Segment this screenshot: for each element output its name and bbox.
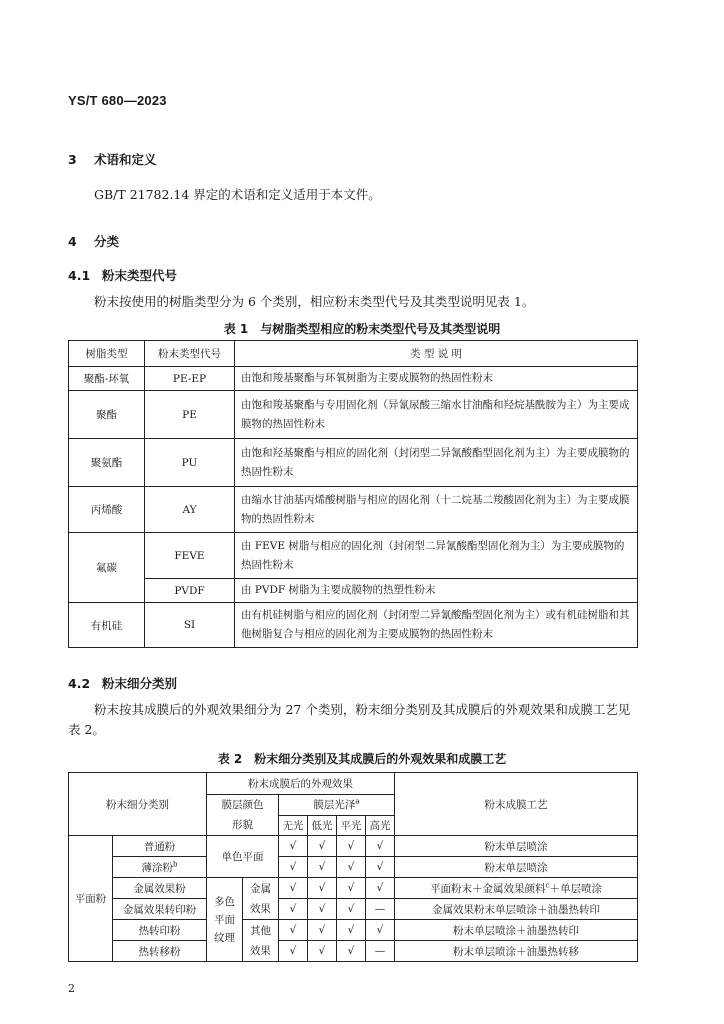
header-desc: 类 型 说 明 (235, 341, 638, 367)
header-gloss (279, 795, 395, 816)
group-cell: 平面粉 (69, 836, 113, 962)
table-2-caption: 表 2 粉末细分类别及其成膜后的外观效果和成膜工艺 (217, 752, 507, 766)
section-number: 4.1 (68, 268, 91, 283)
check-mark: √ (366, 920, 395, 941)
table-row (69, 878, 638, 899)
gloss-level: 无光 (279, 815, 308, 836)
section-4-1-body: 粉末按使用的树脂类型分为 6 个类别，相应粉末类型代号及其类型说明见表 1。 (94, 294, 535, 309)
metal-line-2: 效果 (250, 902, 271, 915)
table-row (69, 603, 638, 648)
process-cell: 粉末单层喷涂＋油墨热转印 (395, 920, 638, 941)
table-header-row (69, 773, 638, 795)
section-title: 粉末细分类别 (102, 676, 178, 691)
category-cell: 普通粉 (113, 836, 207, 857)
metal-effect-cell (243, 878, 279, 920)
footnote-mark: c (545, 881, 550, 889)
category-cell: 金属效果转印粉 (113, 899, 207, 920)
table-row (69, 941, 638, 962)
category-cell: 热转印粉 (113, 920, 207, 941)
check-mark: √ (279, 899, 308, 920)
color-cell: 单色平面 (207, 836, 279, 878)
resin-cell: 丙烯酸 (69, 487, 145, 533)
header-category: 粉末细分类别 (69, 773, 207, 836)
section-4-2-body-line-2: 表 2。 (68, 722, 105, 737)
table-row (69, 487, 638, 533)
check-mark: √ (308, 836, 337, 857)
section-4-2-heading (68, 674, 177, 692)
section-number: 4 (68, 234, 77, 249)
gloss-level: 平光 (337, 815, 366, 836)
header-code: 粉末类型代号 (145, 341, 235, 367)
section-4-1-heading (68, 266, 177, 284)
table-2 (68, 772, 638, 962)
check-mark: √ (308, 857, 337, 878)
table-row (69, 391, 638, 439)
check-mark: √ (337, 920, 366, 941)
table-header-row (69, 341, 638, 367)
desc-cell: 由缩水甘油基丙烯酸树脂与相应的固化剂（十二烷基二羧酸固化剂为主）为主要成膜物的热固性粉末 (235, 487, 638, 533)
table-1 (68, 340, 638, 648)
section-title: 粉末类型代号 (102, 268, 178, 283)
check-mark: √ (337, 878, 366, 899)
multi-line-1: 多色 (214, 895, 235, 908)
category-name: 薄涂粉 (141, 861, 173, 874)
resin-cell: 聚氨酯 (69, 439, 145, 487)
desc-cell: 由饱和羧基聚酯与专用固化剂（异氰尿酸三缩水甘油酯和羟烷基酰胺为主）为主要成膜物的热固性粉末 (235, 391, 638, 439)
check-mark: √ (337, 836, 366, 857)
table-row (69, 857, 638, 878)
check-mark: √ (308, 878, 337, 899)
footnote-mark: b (173, 860, 178, 868)
check-mark: √ (366, 836, 395, 857)
dash-mark: — (366, 941, 395, 962)
code-cell: SI (145, 603, 235, 648)
process-text: 平面粉末＋金属效果颜料 (430, 882, 546, 895)
section-3-heading (68, 150, 157, 168)
check-mark: √ (279, 920, 308, 941)
process-cell: 粉末单层喷涂 (395, 836, 638, 857)
section-title: 术语和定义 (94, 152, 157, 167)
check-mark: √ (279, 857, 308, 878)
section-4-2-body-line-1: 粉末按其成膜后的外观效果细分为 27 个类别，粉末细分类别及其成膜后的外观效果和成膜工艺见 (94, 702, 631, 717)
table-row (69, 899, 638, 920)
footnote-mark: a (355, 797, 360, 806)
gloss-level: 高光 (366, 815, 395, 836)
resin-cell: 聚酯-环氧 (69, 367, 145, 391)
check-mark: √ (337, 941, 366, 962)
code-cell: FEVE (145, 533, 235, 579)
code-cell: AY (145, 487, 235, 533)
metal-line-1: 金属 (250, 882, 271, 895)
header-color-line-1: 膜层颜色 (221, 799, 264, 811)
code-cell: PE-EP (145, 367, 235, 391)
check-mark: √ (366, 878, 395, 899)
header-color-morphology (207, 795, 279, 836)
other-line-1: 其他 (250, 924, 271, 937)
check-mark: √ (279, 941, 308, 962)
header-resin: 树脂类型 (69, 341, 145, 367)
desc-cell: 由饱和羧基聚酯与环氧树脂为主要成膜物的热固性粉末 (235, 367, 638, 391)
category-cell: 金属效果粉 (113, 878, 207, 899)
resin-cell: 有机硅 (69, 603, 145, 648)
code-cell: PE (145, 391, 235, 439)
dash-mark: — (366, 899, 395, 920)
check-mark: √ (279, 878, 308, 899)
section-title: 分类 (94, 234, 120, 249)
table-row (69, 533, 638, 579)
multi-color-cell (207, 878, 243, 962)
section-number: 3 (68, 152, 77, 167)
other-effect-cell (243, 920, 279, 962)
check-mark: √ (308, 941, 337, 962)
category-cell (113, 857, 207, 878)
process-cell: 粉末单层喷涂 (395, 857, 638, 878)
table-1-caption: 表 1 与树脂类型相应的粉末类型代号及其类型说明 (223, 322, 501, 336)
page-number: 2 (68, 982, 75, 995)
check-mark: √ (337, 899, 366, 920)
check-mark: √ (337, 857, 366, 878)
header-color-line-2: 形貌 (232, 819, 253, 831)
section-3-body: GB/T 21782.14 界定的术语和定义适用于本文件。 (94, 187, 381, 202)
process-text: ＋单层喷涂 (549, 882, 602, 895)
category-cell: 热转移粉 (113, 941, 207, 962)
table-row (69, 579, 638, 603)
table-row (69, 836, 638, 857)
document-code: YS/T 680—2023 (68, 93, 167, 108)
code-cell: PU (145, 439, 235, 487)
check-mark: √ (308, 920, 337, 941)
header-process: 粉末成膜工艺 (395, 773, 638, 836)
multi-line-3: 纹理 (214, 931, 235, 944)
table-row (69, 920, 638, 941)
check-mark: √ (279, 836, 308, 857)
process-cell: 金属效果粉末单层喷涂＋油墨热转印 (395, 899, 638, 920)
resin-cell: 氟碳 (69, 533, 145, 603)
desc-cell: 由 FEVE 树脂与相应的固化剂（封闭型二异氰酸酯型固化剂为主）为主要成膜物的热固性粉末 (235, 533, 638, 579)
resin-cell: 聚酯 (69, 391, 145, 439)
process-cell (395, 878, 638, 899)
check-mark: √ (366, 857, 395, 878)
table-row (69, 367, 638, 391)
header-appearance: 粉末成膜后的外观效果 (207, 773, 395, 795)
section-4-heading (68, 232, 119, 250)
section-number: 4.2 (68, 676, 91, 691)
table-row (69, 439, 638, 487)
other-line-2: 效果 (250, 944, 271, 957)
process-cell: 粉末单层喷涂＋油墨热转移 (395, 941, 638, 962)
gloss-level: 低光 (308, 815, 337, 836)
check-mark: √ (308, 899, 337, 920)
multi-line-2: 平面 (214, 913, 235, 926)
code-cell: PVDF (145, 579, 235, 603)
desc-cell: 由 PVDF 树脂为主要成膜物的热塑性粉末 (235, 579, 638, 603)
header-gloss-text: 膜层光泽 (313, 799, 356, 812)
desc-cell: 由饱和羟基聚酯与相应的固化剂（封闭型二异氰酸酯型固化剂为主）为主要成膜物的热固性粉末 (235, 439, 638, 487)
desc-cell: 由有机硅树脂与相应的固化剂（封闭型二异氰酸酯型固化剂为主）或有机硅树脂和其他树脂复合与相应的固化剂为主要成膜物的热固性粉末 (235, 603, 638, 648)
